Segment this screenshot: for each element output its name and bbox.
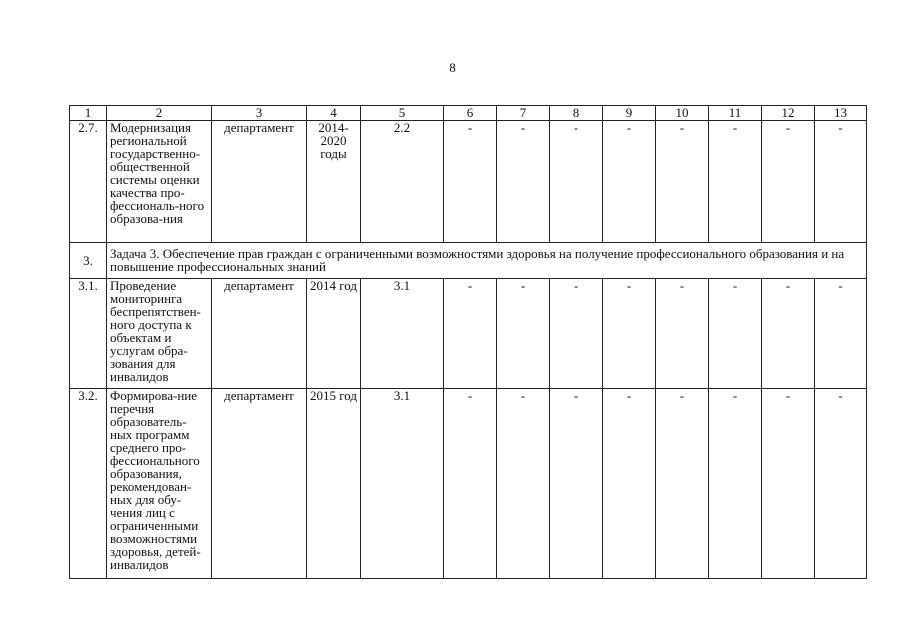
cell-value: - (656, 389, 709, 579)
page-number: 8 (449, 60, 456, 75)
measure-name: Проведение мониторинга беспрепятствен-ного доступа к объектам и услугам обра-зования для инвалидов (107, 279, 212, 389)
cell-value: - (603, 121, 656, 243)
period: 2014 год (307, 279, 361, 389)
cell-value: - (815, 279, 867, 389)
column-header: 2 (107, 106, 212, 121)
plan-table (69, 105, 867, 579)
row-number: 2.7. (70, 121, 107, 243)
column-header: 6 (444, 106, 497, 121)
column-header: 13 (815, 106, 867, 121)
cell-value: - (603, 279, 656, 389)
cell-value: - (762, 279, 815, 389)
cell-value: - (709, 121, 762, 243)
cell-value: - (815, 389, 867, 579)
cell-value: - (656, 279, 709, 389)
measure-name: Модернизация региональной государственно-общественной системы оценки качества про-фессиональ-ного образова-ния (107, 121, 212, 243)
cell-value: - (497, 121, 550, 243)
measure-name: Формирова-ние перечня образователь-ных программ среднего про-фессионального образования, рекомендован-ных для обу-чения лиц с ограниченными возможностями здоровья, детей-инвалидов (107, 389, 212, 579)
task-text: Задача 3. Обеспечение прав граждан с ограниченными возможностями здоровья на получение профессионального образования и на повышение профессиональных знаний (107, 243, 867, 279)
column-header: 10 (656, 106, 709, 121)
cell-value: - (444, 121, 497, 243)
column-header: 12 (762, 106, 815, 121)
cell-value: - (550, 279, 603, 389)
cell-value: - (550, 121, 603, 243)
table-row (70, 389, 867, 579)
column-header: 7 (497, 106, 550, 121)
cell-value: - (550, 389, 603, 579)
column-header: 4 (307, 106, 361, 121)
executor: департамент (212, 279, 307, 389)
cell-value: - (709, 279, 762, 389)
table-row (70, 121, 867, 243)
indicator: 3.1 (361, 279, 444, 389)
cell-value: - (497, 389, 550, 579)
task-row (70, 243, 867, 279)
cell-value: - (444, 279, 497, 389)
column-header: 5 (361, 106, 444, 121)
executor: департамент (212, 121, 307, 243)
row-number: 3.1. (70, 279, 107, 389)
column-header: 9 (603, 106, 656, 121)
cell-value: - (444, 389, 497, 579)
indicator: 3.1 (361, 389, 444, 579)
row-number: 3.2. (70, 389, 107, 579)
header-row (70, 106, 867, 121)
row-number: 3. (70, 243, 107, 279)
column-header: 8 (550, 106, 603, 121)
period: 2014-2020 годы (307, 121, 361, 243)
cell-value: - (762, 389, 815, 579)
cell-value: - (709, 389, 762, 579)
column-header: 11 (709, 106, 762, 121)
cell-value: - (656, 121, 709, 243)
executor: департамент (212, 389, 307, 579)
period: 2015 год (307, 389, 361, 579)
cell-value: - (497, 279, 550, 389)
cell-value: - (603, 389, 656, 579)
cell-value: - (762, 121, 815, 243)
indicator: 2.2 (361, 121, 444, 243)
cell-value: - (815, 121, 867, 243)
column-header: 1 (70, 106, 107, 121)
column-header: 3 (212, 106, 307, 121)
table-row (70, 279, 867, 389)
